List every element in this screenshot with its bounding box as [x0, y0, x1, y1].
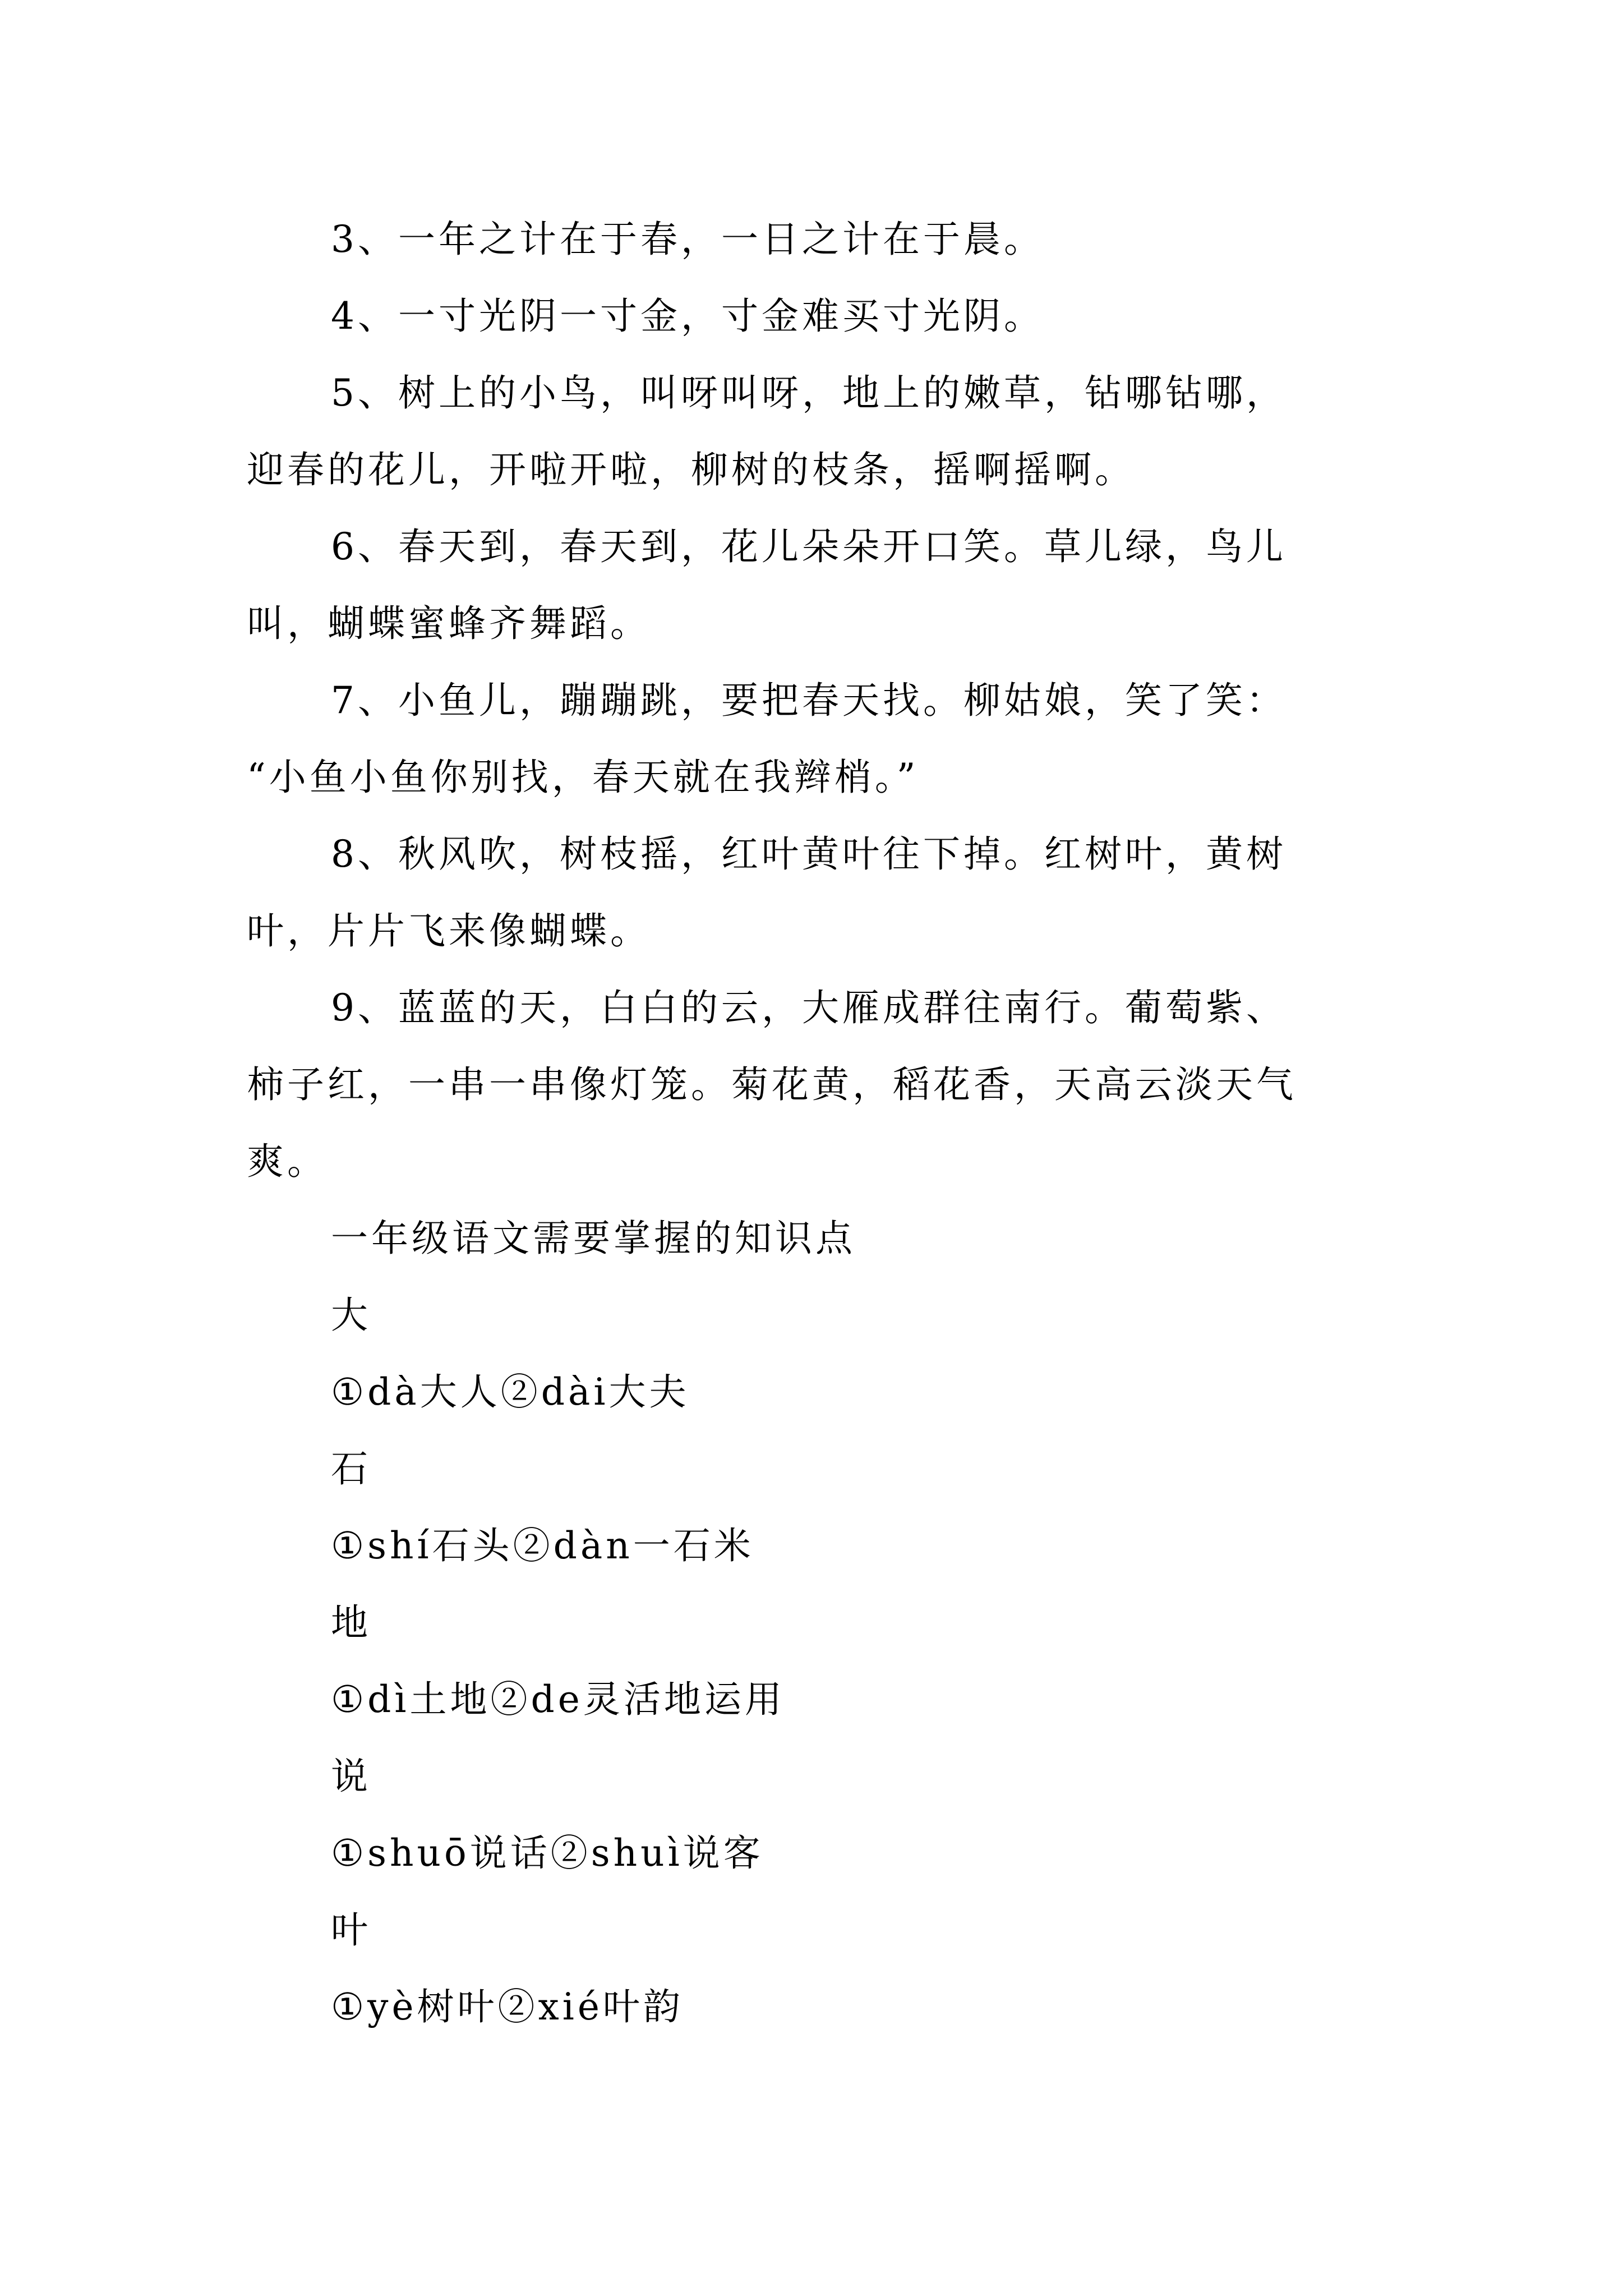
text-line: 柿子红，一串一串像灯笼。菊花黄，稻花香，天高云淡天气	[247, 1063, 1297, 1106]
text-line: 叶，片片飞来像蝴蝶。	[247, 909, 651, 953]
text-line: 9、蓝蓝的天，白白的云，大雁成群往南行。葡萄紫、	[331, 986, 1287, 1029]
document-body	[247, 201, 1385, 2045]
text-line: 爽。	[247, 1140, 328, 1183]
text-line: “小鱼小鱼你别找，春天就在我辫梢。”	[247, 756, 919, 799]
pronunciation-line: ①shuō说话②shuì说客	[331, 1832, 764, 1875]
pronunciation-line: ①dì土地②de灵活地运用	[331, 1678, 785, 1721]
text-line: 7、小鱼儿，蹦蹦跳，要把春天找。柳姑娘，笑了笑：	[331, 679, 1287, 722]
text-line: 4、一寸光阴一寸金，寸金难买寸光阴。	[331, 295, 1044, 338]
text-line: 6、春天到，春天到，花儿朵朵开口笑。草儿绿，鸟儿	[331, 525, 1287, 568]
character-entry: 地	[331, 1601, 371, 1644]
character-entry: 大	[331, 1294, 371, 1337]
character-entry: 说	[331, 1755, 371, 1798]
pronunciation-line: ①shí石头②dàn一石米	[331, 1524, 754, 1567]
text-line: 迎春的花儿，开啦开啦，柳树的枝条，摇啊摇啊。	[247, 448, 1135, 491]
character-entry: 叶	[331, 1908, 371, 1952]
pronunciation-line: ①yè树叶②xié叶韵	[331, 1985, 684, 2028]
text-line: 叫，蝴蝶蜜蜂齐舞蹈。	[247, 602, 651, 645]
character-entry: 石	[331, 1447, 371, 1490]
section-heading: 一年级语文需要掌握的知识点	[331, 1217, 856, 1260]
text-line: 5、树上的小鸟，叫呀叫呀，地上的嫩草，钻哪钻哪，	[331, 371, 1287, 415]
text-line: 3、一年之计在于春，一日之计在于晨。	[331, 218, 1044, 261]
pronunciation-line: ①dà大人②dài大夫	[331, 1370, 690, 1414]
text-line: 8、秋风吹，树枝摇，红叶黄叶往下掉。红树叶，黄树	[331, 832, 1287, 876]
